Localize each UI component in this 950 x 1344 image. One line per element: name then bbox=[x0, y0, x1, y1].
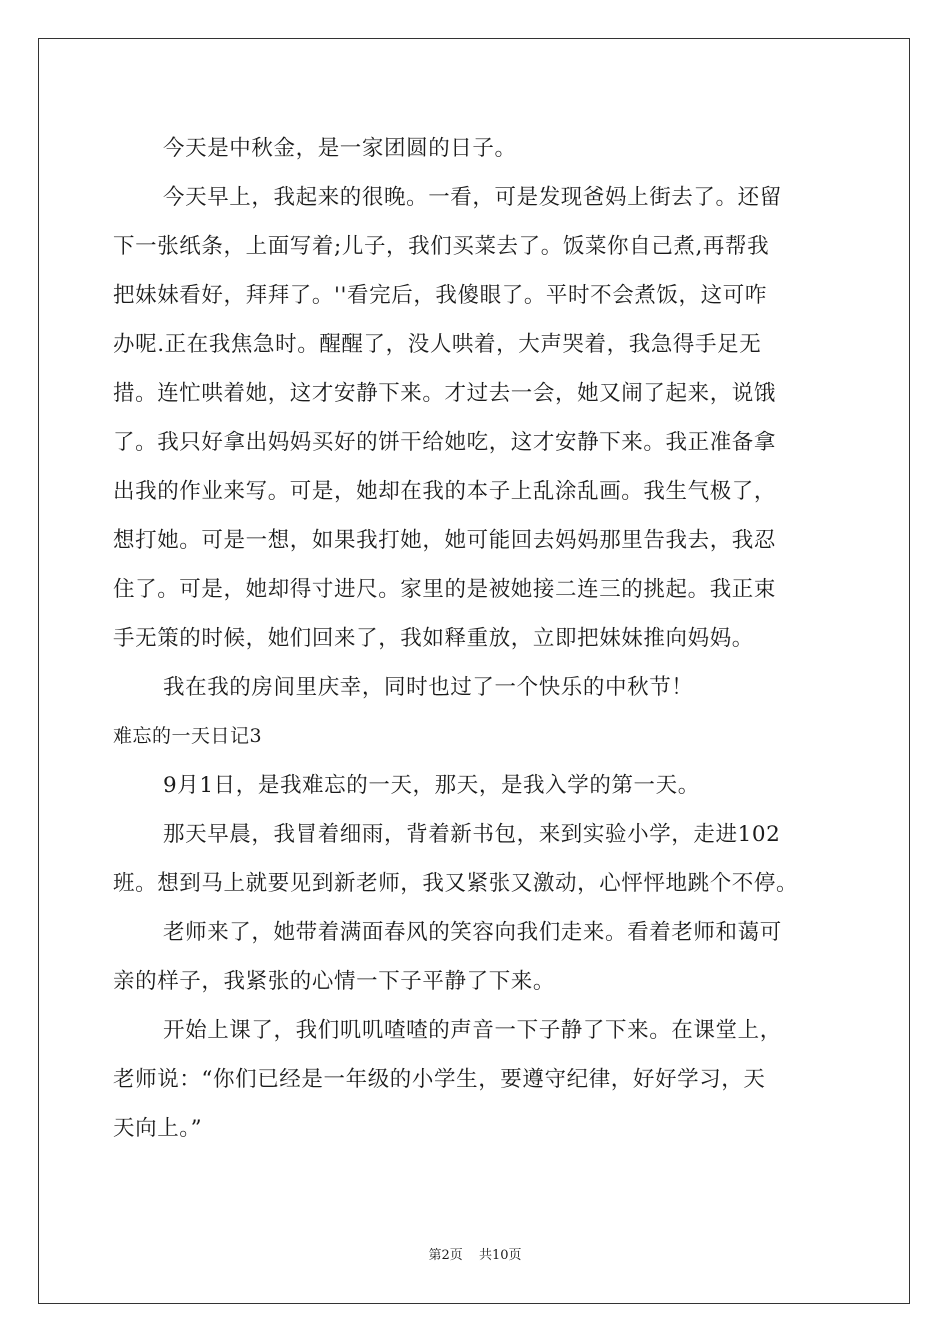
paragraph-line: 了。我只好拿出妈妈买好的饼干给她吃，这才安静下来。我正准备拿 bbox=[113, 430, 777, 455]
document-body bbox=[113, 124, 843, 1153]
paragraph-line: 开始上课了，我们叽叽喳喳的声音一下子静了下来。在课堂上， bbox=[163, 1018, 782, 1043]
paragraph-line: 想打她。可是一想，如果我打她，她可能回去妈妈那里告我去，我忍 bbox=[113, 528, 777, 553]
paragraph-line: 我在我的房间里庆幸，同时也过了一个快乐的中秋节！ bbox=[163, 675, 694, 700]
paragraph-line: 住了。可是，她却得寸进尺。家里的是被她接二连三的挑起。我正束 bbox=[113, 577, 777, 602]
paragraph-line: 办呢.正在我焦急时。醒醒了，没人哄着，大声哭着，我急得手足无 bbox=[113, 332, 762, 357]
paragraph-line: 出我的作业来写。可是，她却在我的本子上乱涂乱画。我生气极了， bbox=[113, 479, 777, 504]
paragraph-line: 下一张纸条，上面写着;儿子，我们买菜去了。饭菜你自己煮,再帮我 bbox=[113, 234, 770, 259]
page-footer bbox=[0, 1244, 950, 1263]
paragraph-line: 手无策的时候，她们回来了，我如释重放，立即把妹妹推向妈妈。 bbox=[113, 626, 754, 651]
paragraph-line: 把妹妹看好，拜拜了。''看完后，我傻眼了。平时不会煮饭，这可咋 bbox=[113, 283, 767, 308]
paragraph-line: 那天早晨，我冒着细雨，背着新书包，来到实验小学，走进102 bbox=[163, 822, 781, 847]
paragraph-line: 亲的样子，我紧张的心情一下子平静了下来。 bbox=[113, 969, 556, 994]
paragraph-line: 措。连忙哄着她，这才安静下来。才过去一会，她又闹了起来，说饿 bbox=[113, 381, 777, 406]
section-title: 难忘的一天日记3 bbox=[113, 725, 263, 747]
paragraph-line: 9月1日，是我难忘的一天，那天，是我入学的第一天。 bbox=[163, 773, 700, 798]
paragraph-line: 老师来了，她带着满面春风的笑容向我们走来。看着老师和蔼可 bbox=[163, 920, 782, 945]
paragraph-line: 天向上。” bbox=[113, 1116, 203, 1141]
page-total: 共10页 bbox=[478, 1248, 522, 1263]
page-number: 第2页 bbox=[428, 1248, 463, 1263]
paragraph-line: 班。想到马上就要见到新老师，我又紧张又激动，心怦怦地跳个不停。 bbox=[113, 871, 799, 896]
paragraph-line: 今天早上，我起来的很晚。一看，可是发现爸妈上街去了。还留 bbox=[163, 185, 782, 210]
paragraph-line: 老师说：“你们已经是一年级的小学生，要遵守纪律，好好学习，天 bbox=[113, 1067, 766, 1092]
paragraph-line: 今天是中秋金，是一家团圆的日子。 bbox=[163, 136, 517, 161]
